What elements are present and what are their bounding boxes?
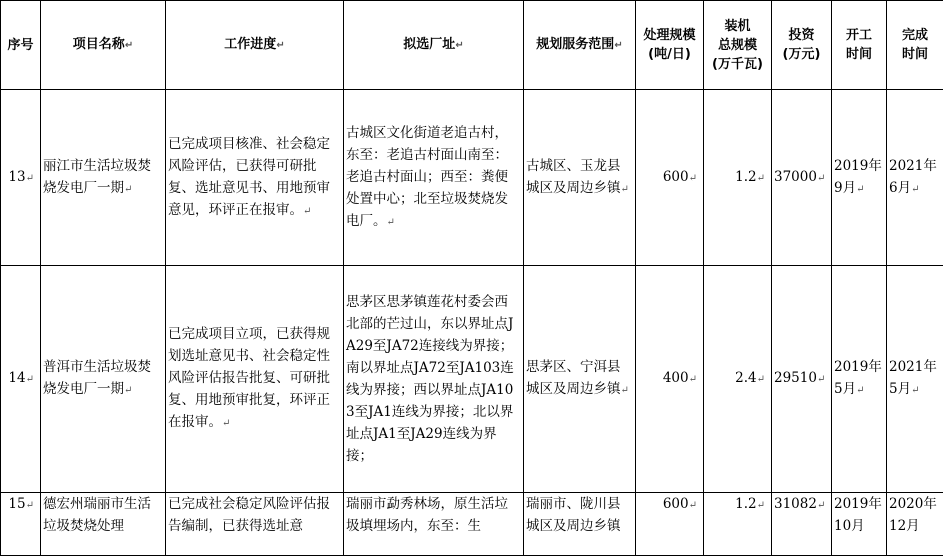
cell-scope: 古城区、玉龙县城区及周边乡镇↵ bbox=[524, 90, 636, 266]
cell-start: 2019年5月↵ bbox=[832, 266, 887, 493]
cell-progress: 已完成项目立项，已获得规划选址意见书、社会稳定性风险评估报告批复、可研批复、用地预审批复，环评正在报审。↵ bbox=[166, 266, 344, 493]
cell-power: 1.2↵ bbox=[704, 90, 772, 266]
cell-invest: 29510↵ bbox=[772, 266, 832, 493]
table-row bbox=[1, 90, 943, 266]
table-row bbox=[1, 493, 943, 556]
cell-site: 瑞丽市勐秀林场，原生活垃圾填埋场内，东至：生 bbox=[344, 493, 524, 556]
cell-name: 丽江市生活垃圾焚烧发电厂一期↵ bbox=[41, 90, 166, 266]
header-power: 装机 总规模 (万千瓦) bbox=[704, 1, 772, 90]
header-row bbox=[1, 1, 943, 90]
cell-power: 1.2↵ bbox=[704, 493, 772, 556]
cell-invest: 37000↵ bbox=[772, 90, 832, 266]
cell-name: 普洱市生活垃圾焚烧发电厂一期↵ bbox=[41, 266, 166, 493]
cell-no: 15↵ bbox=[1, 493, 41, 556]
cell-start: 2019年9月↵ bbox=[832, 90, 887, 266]
cell-finish: 2020年12月 bbox=[887, 493, 943, 556]
cell-scope: 瑞丽市、陇川县城区及周边乡镇 bbox=[524, 493, 636, 556]
cell-site: 古城区文化街道老追古村，东至：老追古村面山南至：老追古村面山；西至：粪便处置中心；北至垃圾焚烧发电厂。↵ bbox=[344, 90, 524, 266]
cell-power: 2.4↵ bbox=[704, 266, 772, 493]
cell-invest: 31082↵ bbox=[772, 493, 832, 556]
header-finish: 完成 时间 bbox=[887, 1, 943, 90]
cell-scope: 思茅区、宁洱县城区及周边乡镇↵ bbox=[524, 266, 636, 493]
header-progress: 工作进度↵ bbox=[166, 1, 344, 90]
cell-capacity: 600↵ bbox=[636, 493, 704, 556]
cell-finish: 2021年5月↵ bbox=[887, 266, 943, 493]
cell-site: 思茅区思茅镇莲花村委会西北部的芒过山，东以界址点JA29至JA72连接线为界接；南以界址点JA72至JA103连线为界接；西以界址点JA103至JA1连线为界接；北以界址点JA1至JA29连线为界接； bbox=[344, 266, 524, 493]
header-capacity: 处理规模 (吨/日) bbox=[636, 1, 704, 90]
table-row bbox=[1, 266, 943, 493]
header-no: 序号 bbox=[1, 1, 41, 90]
cell-start: 2019年10月 bbox=[832, 493, 887, 556]
cell-no: 13↵ bbox=[1, 90, 41, 266]
cell-progress: 已完成项目核准、社会稳定风险评估，已获得可研批复、选址意见书、用地预审意见，环评正在报审。↵ bbox=[166, 90, 344, 266]
cell-capacity: 600↵ bbox=[636, 90, 704, 266]
cell-finish: 2021年6月↵ bbox=[887, 90, 943, 266]
header-site: 拟选厂址↵ bbox=[344, 1, 524, 90]
cell-name: 德宏州瑞丽市生活垃圾焚烧处理 bbox=[41, 493, 166, 556]
header-name: 项目名称↵ bbox=[41, 1, 166, 90]
cell-no: 14↵ bbox=[1, 266, 41, 493]
header-invest: 投资 (万元) bbox=[772, 1, 832, 90]
header-start: 开工 时间 bbox=[832, 1, 887, 90]
cell-progress: 已完成社会稳定风险评估报告编制，已获得选址意 bbox=[166, 493, 344, 556]
header-scope: 规划服务范围↵ bbox=[524, 1, 636, 90]
cell-capacity: 400↵ bbox=[636, 266, 704, 493]
